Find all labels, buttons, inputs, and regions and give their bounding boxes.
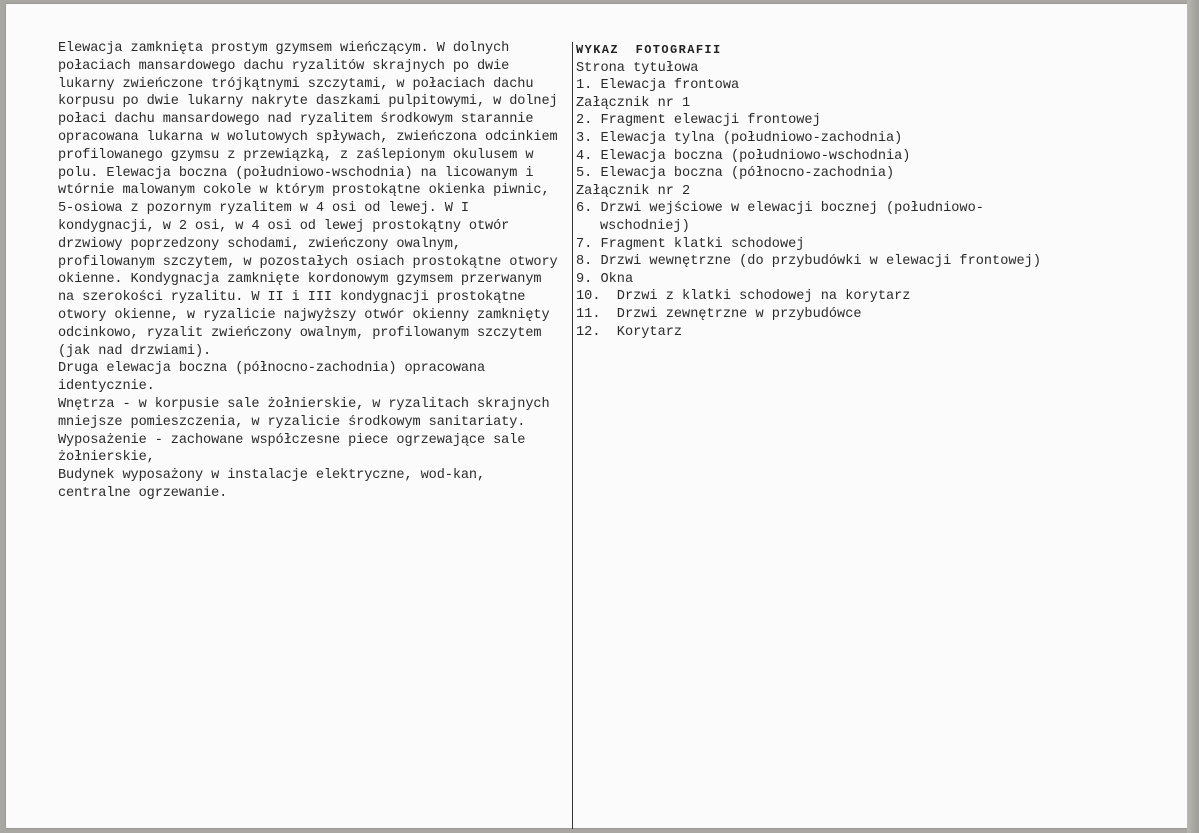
list-item: 8. Drzwi wewnętrzne (do przybudówki w elewacji frontowej): [576, 254, 1041, 270]
paragraph-furnishings: Wyposażenie - zachowane współczesne piece ogrzewające sale żołnierskie,: [58, 432, 534, 466]
paragraph-interiors: Wnętrza - w korpusie sale żołnierskie, w ryzalitach skrajnych mniejsze pomieszczenia, w ryzalicie środkowym sanitariaty.: [58, 396, 558, 430]
list-item: 9. Okna: [576, 271, 634, 287]
list-item: 12. Korytarz: [576, 324, 683, 340]
photo-list-heading: WYKAZ FOTOGRAFII: [576, 43, 722, 57]
list-item: 2. Fragment elewacji frontowej: [576, 113, 821, 129]
list-item: 6. Drzwi wejściowe w elewacji bocznej (południowo-: [576, 201, 984, 217]
list-item: Strona tytułowa: [576, 60, 699, 76]
list-item: 4. Elewacja boczna (południowo-wschodnia): [576, 148, 911, 164]
list-item: 5. Elewacja boczna (północno-zachodnia): [576, 166, 895, 182]
list-item: 1. Elewacja frontowa: [576, 78, 740, 94]
paragraph-elevations: Elewacja zamknięta prostym gzymsem wieńczącym. W dolnych połaciach mansardowego dachu ryzalitów skrajnych po dwie lukarny zwieńczone trójkątnymi szczytami, w połaciach dachu korpusu po dwie lukarny nakryte daszkami pulpitowymi, w dolnej połaci dachu mansardowego nad ryzalitem środkowym starannie opracowana lukarna w wolutowych spływach, zwieńczona odcinkiem profilowanego gzymsu z przewiązką, z zaślepionym okulusem w polu. Elewacja boczna (południowo-wschodnia) na licowanym i wtórnie malowanym cokole w którym prostokątne okienka piwnic, 5-osiowa z pozornym ryzalitem w 4 osi od lewej. W I kondygnacji, w 2 osi, w 4 osi od lewej prostokątny otwór drzwiowy poprzedzony schodami, zwieńczony owalnym, profilowanym szczytem, w pozostałych osiach prostokątne otwory okienne. Kondygnacja zamknięte kordonowym gzymsem przerwanym na szerokości ryzalitu. W II i III kondygnacji prostokątne otwory okienne, w ryzalicie najwyższy otwór okienny zamknięty odcinkowo, ryzalit zwieńczony owalnym, profilowanym szczytem (jak nad drzwiami).: [58, 41, 566, 359]
photo-list: [576, 42, 1136, 341]
paragraph-installations: Budynek wyposażony w instalacje elektryczne, wod-kan, centralne ogrzewanie.: [58, 468, 494, 501]
list-item: 3. Elewacja tylna (południowo-zachodnia): [576, 130, 903, 146]
column-divider: [572, 42, 573, 829]
description-text: [58, 40, 566, 503]
list-item: 7. Fragment klatki schodowej: [576, 236, 805, 252]
document-page: [6, 4, 1187, 828]
list-item: 11. Drzwi zewnętrzne w przybudówce: [576, 306, 862, 322]
list-item: 10. Drzwi z klatki schodowej na korytarz: [576, 289, 911, 305]
scan-background-edge: [1187, 0, 1199, 833]
list-item: Załącznik nr 2: [576, 183, 691, 199]
paragraph-second-elevation: Druga elewacja boczna (północno-zachodnia) opracowana identycznie.: [58, 361, 494, 395]
list-item: Załącznik nr 1: [576, 95, 691, 111]
list-item: wschodniej): [600, 218, 690, 234]
